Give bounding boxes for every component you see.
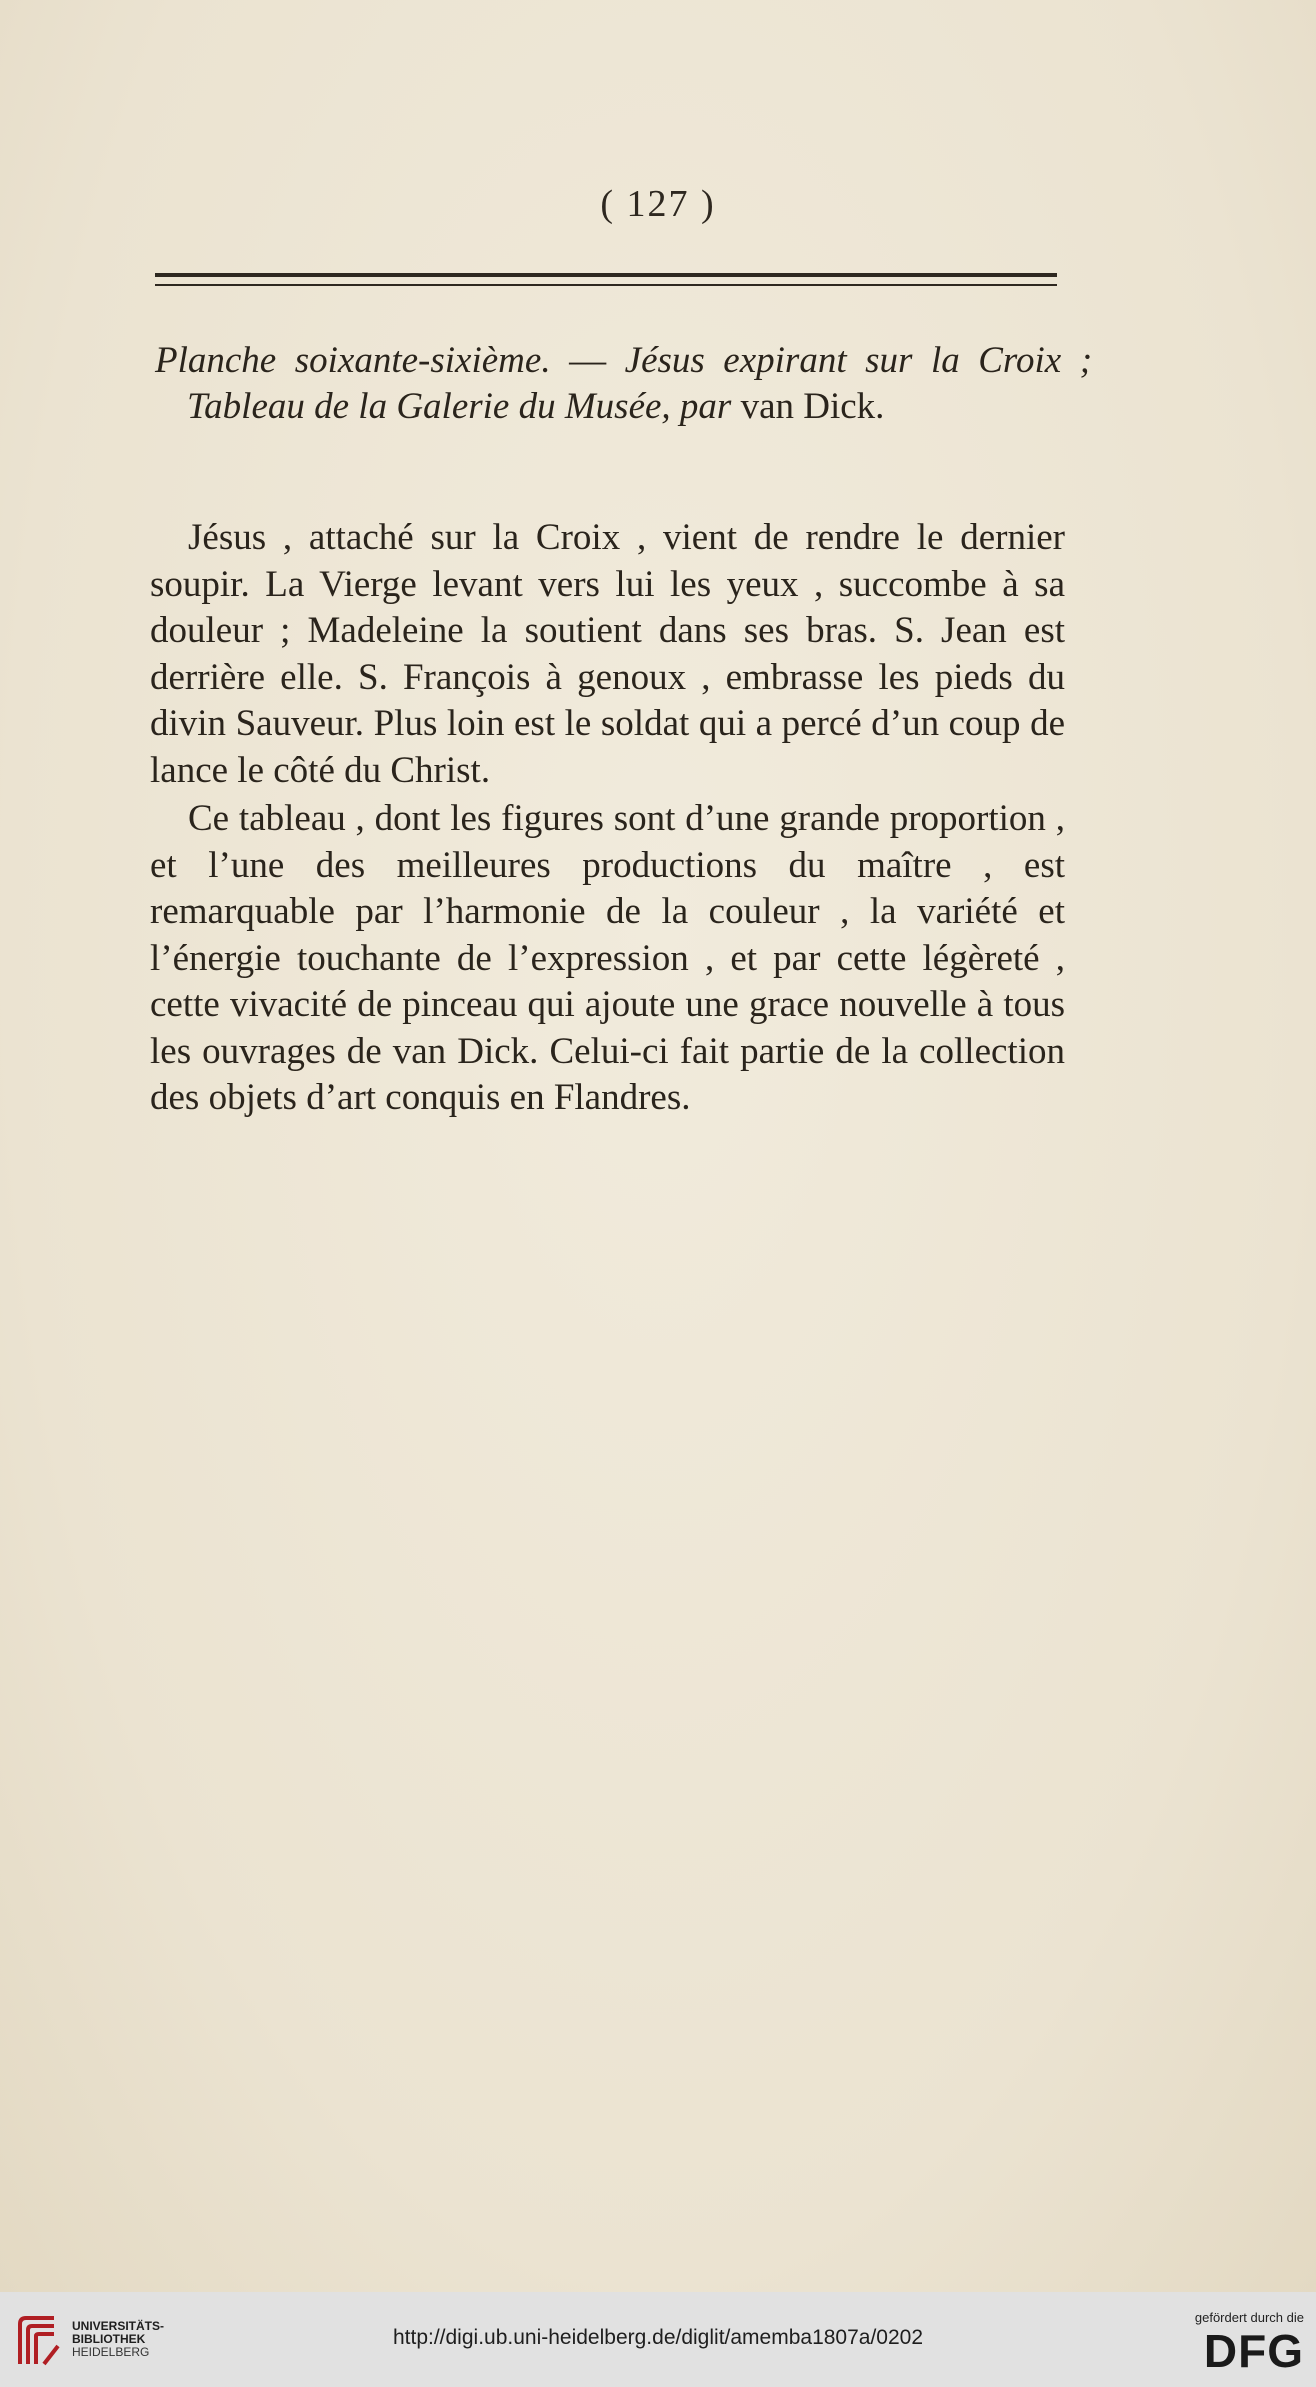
library-name-line-1: UNIVERSITÄTS- (72, 2319, 165, 2333)
header-rule-thin (155, 284, 1057, 286)
library-name-line-3: HEIDELBERG (72, 2345, 150, 2359)
dfg-logo[interactable]: DFG (1203, 2325, 1304, 2377)
body-text (150, 515, 1065, 1122)
header-rule-thick (155, 273, 1057, 277)
plate-artist: van Dick. (740, 386, 885, 427)
paragraph-commentary: Ce tableau , dont les figures sont d’une grande proportion , et l’une des meilleures productions du maître , est remarquable par l’harmonie de la couleur , la variété et l’énergie touchante de l’expression , et par cette légèreté , cette vivacité de pinceau qui ajoute une grace nouvelle à tous les ouvrages de van Dick. Celui-ci fait partie de la collection des objets d’art conquis en Flandres. (150, 798, 1065, 1118)
sponsor-label: gefördert durch die (1194, 2310, 1304, 2325)
plate-heading (155, 338, 1092, 430)
paragraph-description: Jésus , attaché sur la Croix , vient de rendre le dernier soupir. La Vierge levant vers lui les yeux , succombe à sa douleur ; Madeleine la soutient dans ses bras. S. Jean est derrière elle. S. François à genoux , embrasse les pieds du divin Sauveur. Plus loin est le soldat qui a percé d’un coup de lance le côté du Christ. (150, 517, 1065, 791)
digitization-footer (0, 2292, 1316, 2387)
library-name-line-2: BIBLIOTHEK (72, 2332, 146, 2346)
page-number: ( 127 ) (600, 183, 716, 225)
plate-label: Planche soixante-sixième. (155, 340, 551, 381)
sponsor-block (1154, 2310, 1304, 2375)
heading-dash: — (569, 340, 607, 381)
permalink-url[interactable]: http://digi.ub.uni-heidelberg.de/diglit/amemba1807a/0202 (392, 2326, 924, 2349)
plate-title: Jésus expirant sur la Croix ; Tableau de la Galerie du Musée, par (187, 340, 1093, 427)
